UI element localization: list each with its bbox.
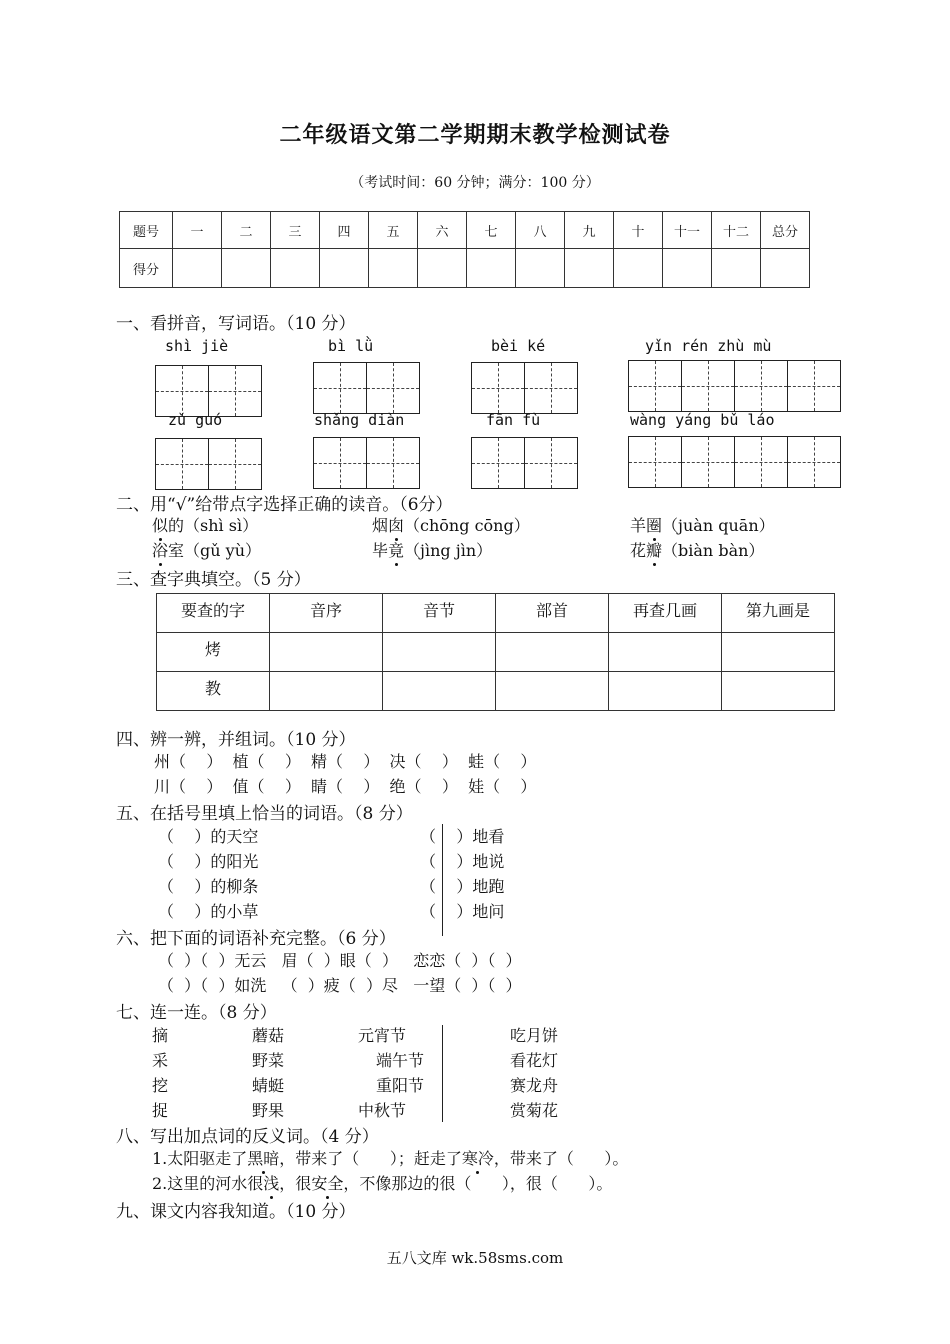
match-noun[interactable]: 野菜 bbox=[252, 1051, 285, 1070]
section-9-title: 九、课文内容我知道。（10 分） bbox=[116, 1202, 356, 1222]
score-header-cell: 二 bbox=[222, 212, 271, 249]
page-title: 二年级语文第二学期期末教学检测试卷 bbox=[279, 123, 671, 148]
pinyin-1: shì jiè bbox=[165, 337, 229, 355]
pinyin-8: wàng yáng bǔ láo bbox=[630, 411, 775, 429]
score-table bbox=[119, 211, 810, 288]
antonym-line[interactable]: 2.这里的河水很浅，很安全，不像那边的很（ ），很（ ）。 bbox=[152, 1171, 612, 1194]
write-grid[interactable] bbox=[628, 360, 840, 412]
match-noun[interactable]: 野果 bbox=[252, 1101, 285, 1120]
score-cell[interactable] bbox=[516, 249, 565, 288]
dict-row bbox=[157, 633, 835, 672]
pinyin-3: bèi ké bbox=[491, 337, 546, 355]
score-header-cell: 一 bbox=[173, 212, 222, 249]
exam-info: （考试时间：60 分钟；满分：100 分） bbox=[350, 175, 600, 191]
dict-char: 烤 bbox=[157, 633, 270, 672]
score-cell[interactable] bbox=[173, 249, 222, 288]
section-1-title: 一、看拼音，写词语。（10 分） bbox=[116, 314, 356, 334]
word-line[interactable]: 州（ ） 植（ ） 精（ ） 决（ ） 蛙（ ） bbox=[154, 752, 537, 771]
score-header-cell: 六 bbox=[418, 212, 467, 249]
antonym-line[interactable]: 1.太阳驱走了黑暗，带来了（ ）；赶走了寒冷，带来了（ ）。 bbox=[152, 1146, 628, 1169]
match-verb[interactable]: 挖 bbox=[152, 1076, 169, 1095]
dict-header: 音节 bbox=[383, 594, 496, 633]
dict-char: 教 bbox=[157, 672, 270, 711]
section-7-title: 七、连一连。（8 分） bbox=[116, 1003, 277, 1023]
score-cell[interactable] bbox=[222, 249, 271, 288]
match-noun[interactable]: 蘑菇 bbox=[252, 1026, 285, 1045]
score-header-cell: 十 bbox=[614, 212, 663, 249]
pinyin-4: yǐn rén zhù mù bbox=[645, 337, 772, 355]
write-grid[interactable] bbox=[155, 365, 261, 417]
score-cell[interactable] bbox=[761, 249, 810, 288]
reading-item[interactable]: 浴室（gǔ yù） bbox=[152, 538, 261, 561]
score-cell[interactable] bbox=[614, 249, 663, 288]
section-5-title: 五、在括号里填上恰当的词语。（8 分） bbox=[116, 804, 413, 824]
dict-row bbox=[157, 672, 835, 711]
score-cell[interactable] bbox=[467, 249, 516, 288]
score-header-cell: 题号 bbox=[120, 212, 173, 249]
word-line[interactable]: 川（ ） 值（ ） 睛（ ） 绝（ ） 娃（ ） bbox=[154, 777, 537, 796]
fill-left[interactable]: （ ）的阳光 bbox=[158, 852, 259, 871]
score-row bbox=[120, 249, 810, 288]
pinyin-7: fān fù bbox=[486, 411, 541, 429]
dict-header: 音序 bbox=[270, 594, 383, 633]
write-grid[interactable] bbox=[155, 438, 261, 490]
fill-right[interactable]: （ ）地说 bbox=[420, 852, 505, 871]
dict-header-row bbox=[157, 594, 835, 633]
match-custom[interactable]: 赏菊花 bbox=[510, 1101, 559, 1120]
score-header-cell: 七 bbox=[467, 212, 516, 249]
section-4-title: 四、辨一辨，并组词。（10 分） bbox=[116, 730, 356, 750]
divider-line bbox=[442, 824, 443, 936]
write-grid[interactable] bbox=[471, 362, 577, 414]
divider-line bbox=[442, 1025, 443, 1122]
score-header-cell: 十一 bbox=[663, 212, 712, 249]
reading-item[interactable]: 似的（shì sì） bbox=[152, 513, 258, 536]
match-festival[interactable]: 元宵节 bbox=[358, 1026, 407, 1045]
score-header-cell: 十二 bbox=[712, 212, 761, 249]
fill-left[interactable]: （ ）的天空 bbox=[158, 827, 259, 846]
score-header-cell: 总分 bbox=[761, 212, 810, 249]
match-verb[interactable]: 捉 bbox=[152, 1101, 169, 1120]
dictionary-table bbox=[156, 593, 835, 711]
fill-right[interactable]: （ ）地问 bbox=[420, 902, 505, 921]
dict-header: 第九画是 bbox=[722, 594, 835, 633]
score-cell[interactable] bbox=[271, 249, 320, 288]
pinyin-6: shǎng diàn bbox=[314, 411, 405, 429]
section-6-title: 六、把下面的词语补充完整。（6 分） bbox=[116, 929, 396, 949]
score-header-row bbox=[120, 212, 810, 249]
section-3-title: 三、查字典填空。（5 分） bbox=[116, 570, 311, 590]
match-custom[interactable]: 看花灯 bbox=[510, 1051, 559, 1070]
dict-header: 部首 bbox=[496, 594, 609, 633]
score-cell[interactable] bbox=[663, 249, 712, 288]
footer-watermark[interactable]: 五八文库 wk.58sms.com bbox=[386, 1249, 564, 1267]
reading-item[interactable]: 羊圈（juàn quān） bbox=[630, 513, 775, 536]
dict-header: 再查几画 bbox=[609, 594, 722, 633]
score-header-cell: 九 bbox=[565, 212, 614, 249]
score-cell[interactable] bbox=[369, 249, 418, 288]
reading-item[interactable]: 烟囱（chōng cōng） bbox=[372, 513, 530, 536]
score-label: 得分 bbox=[120, 249, 173, 288]
idiom-line[interactable]: （ ）（ ）无云 眉（ ）眼（ ） 恋恋（ ）（ ） bbox=[158, 951, 522, 970]
fill-left[interactable]: （ ）的小草 bbox=[158, 902, 259, 921]
score-cell[interactable] bbox=[320, 249, 369, 288]
pinyin-5: zǔ guó bbox=[168, 411, 223, 429]
match-festival[interactable]: 端午节 bbox=[376, 1051, 425, 1070]
match-noun[interactable]: 蜻蜓 bbox=[252, 1076, 285, 1095]
score-header-cell: 五 bbox=[369, 212, 418, 249]
score-header-cell: 三 bbox=[271, 212, 320, 249]
match-custom[interactable]: 吃月饼 bbox=[510, 1026, 559, 1045]
match-verb[interactable]: 摘 bbox=[152, 1026, 169, 1045]
idiom-line[interactable]: （ ）（ ）如洗 （ ）疲（ ）尽 一望（ ）（ ） bbox=[158, 976, 522, 995]
fill-left[interactable]: （ ）的柳条 bbox=[158, 877, 259, 896]
section-8-title: 八、写出加点词的反义词。（4 分） bbox=[116, 1127, 379, 1147]
score-header-cell: 四 bbox=[320, 212, 369, 249]
score-cell[interactable] bbox=[565, 249, 614, 288]
section-2-title: 二、用“√”给带点字选择正确的读音。（6分） bbox=[116, 495, 453, 515]
reading-item[interactable]: 花瓣（biàn bàn） bbox=[630, 538, 764, 561]
score-cell[interactable] bbox=[712, 249, 761, 288]
match-festival[interactable]: 重阳节 bbox=[376, 1076, 425, 1095]
write-grid[interactable] bbox=[313, 362, 419, 414]
reading-item[interactable]: 毕竟（jìng jìn） bbox=[372, 538, 492, 561]
pinyin-2: bì lǜ bbox=[328, 337, 374, 355]
fill-right[interactable]: （ ）地跑 bbox=[420, 877, 505, 896]
score-header-cell: 八 bbox=[516, 212, 565, 249]
dict-header: 要查的字 bbox=[157, 594, 270, 633]
match-custom[interactable]: 赛龙舟 bbox=[510, 1076, 559, 1095]
write-grid[interactable] bbox=[471, 437, 577, 489]
write-grid[interactable] bbox=[313, 437, 419, 489]
match-verb[interactable]: 采 bbox=[152, 1051, 169, 1070]
write-grid[interactable] bbox=[628, 436, 840, 488]
fill-right[interactable]: （ ）地看 bbox=[420, 827, 505, 846]
score-cell[interactable] bbox=[418, 249, 467, 288]
match-festival[interactable]: 中秋节 bbox=[358, 1101, 407, 1120]
